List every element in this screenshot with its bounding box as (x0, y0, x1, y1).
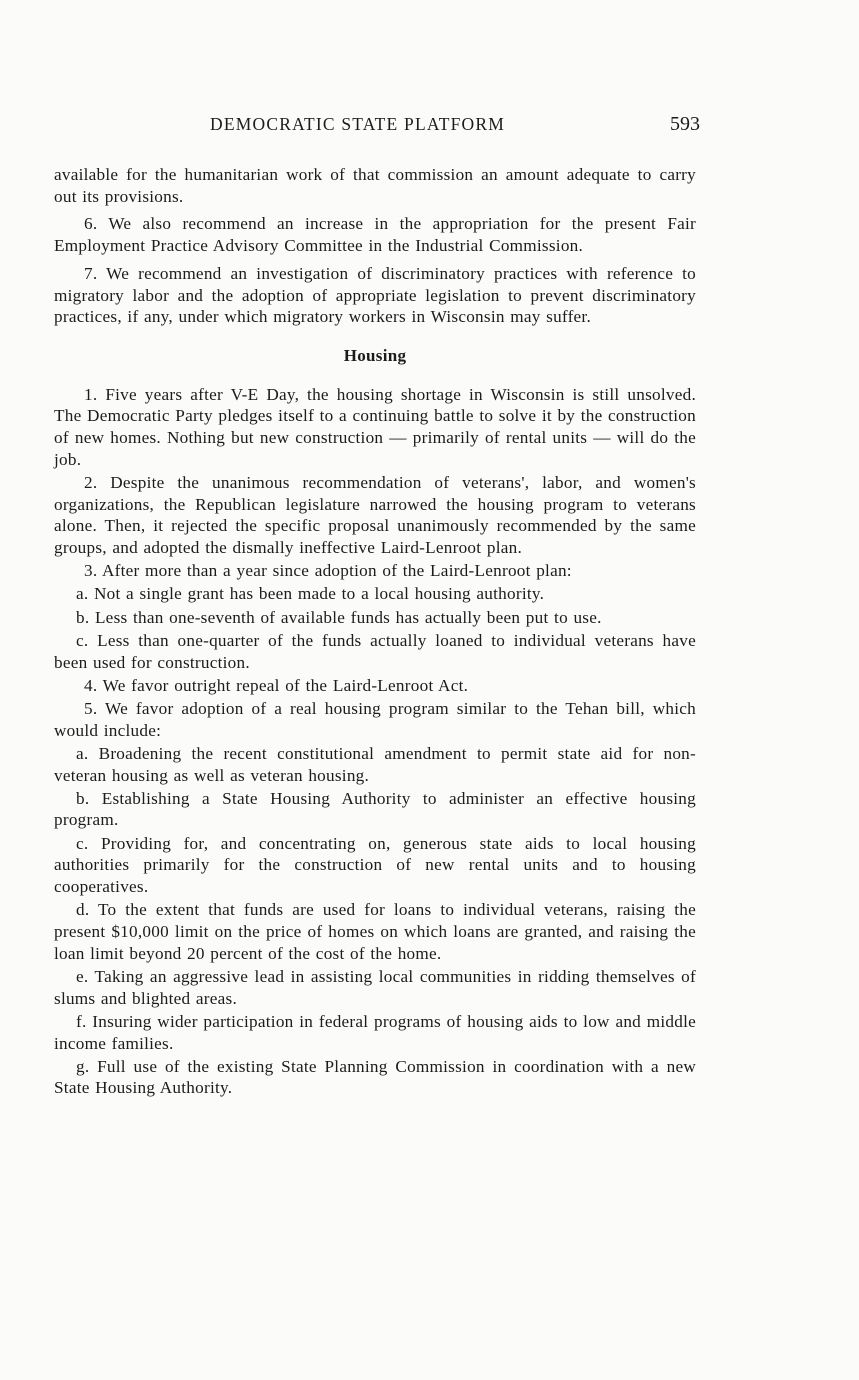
housing-item-3b: b. Less than one-seventh of available funds has actually been put to use. (76, 607, 602, 627)
section-heading-housing: Housing (343, 345, 407, 365)
housing-item-1: 1. Five years after V-E Day, the housing shortage in Wisconsin is still unsolved. The Democratic Party pledges itself to a continuing battle to solve it by the construction of new homes. Nothing but new construction — primarily of rental units — will do the job. (54, 384, 696, 469)
housing-item-5g: g. Full use of the existing State Planning Commission in coordination with a new State Housing Authority. (54, 1056, 696, 1098)
housing-item-5c: c. Providing for, and concentrating on, generous state aids to local housing authorities primarily for the construction of new rental units and to housing cooperatives. (54, 833, 696, 897)
paragraph-item-7: 7. We recommend an investigation of discriminatory practices with reference to migratory labor and the adoption of appropriate legislation to prevent discriminatory practices, if any, under which migratory workers in Wisconsin may suffer. (54, 263, 696, 327)
housing-item-5a: a. Broadening the recent constitutional amendment to permit state aid for non-veteran housing as well as veteran housing. (54, 743, 696, 785)
page-number: 593 (670, 113, 700, 135)
housing-item-5: 5. We favor adoption of a real housing program similar to the Tehan bill, which would include: (54, 698, 696, 740)
housing-item-5b: b. Establishing a State Housing Authority to administer an effective housing program. (54, 788, 696, 830)
housing-item-2: 2. Despite the unanimous recommendation of veterans', labor, and women's organizations, the Republican legislature narrowed the housing program to veterans alone. Then, it rejected the specific proposal unanimously recommended by the same groups, and adopted the dismally ineffective Laird-Lenroot plan. (54, 472, 696, 558)
housing-item-5d: d. To the extent that funds are used for loans to individual veterans, raising the present $10,000 limit on the price of homes on which loans are granted, and raising the loan limit beyond 20 percent of the cost of the home. (54, 900, 696, 963)
housing-item-4: 4. We favor outright repeal of the Laird-Lenroot Act. (84, 675, 469, 695)
body-text (54, 164, 696, 1101)
paragraph-continuation: available for the humanitarian work of that commission an amount adequate to carry out its provisions. (54, 165, 696, 206)
paragraph-item-6: 6. We also recommend an increase in the appropriation for the present Fair Employment Practice Advisory Committee in the Industrial Commission. (54, 214, 696, 256)
running-head: DEMOCRATIC STATE PLATFORM (210, 114, 506, 134)
housing-item-5f: f. Insuring wider participation in federal programs of housing aids to low and middle income families. (54, 1011, 696, 1053)
housing-item-5e: e. Taking an aggressive lead in assisting local communities in ridding themselves of slums and blighted areas. (54, 966, 696, 1008)
page-header (60, 114, 700, 144)
housing-item-3c: c. Less than one-quarter of the funds actually loaned to individual veterans have been used for construction. (54, 630, 696, 672)
housing-item-3: 3. After more than a year since adoption of the Laird-Lenroot plan: (84, 561, 572, 581)
housing-item-3a: a. Not a single grant has been made to a local housing authority. (76, 584, 545, 604)
